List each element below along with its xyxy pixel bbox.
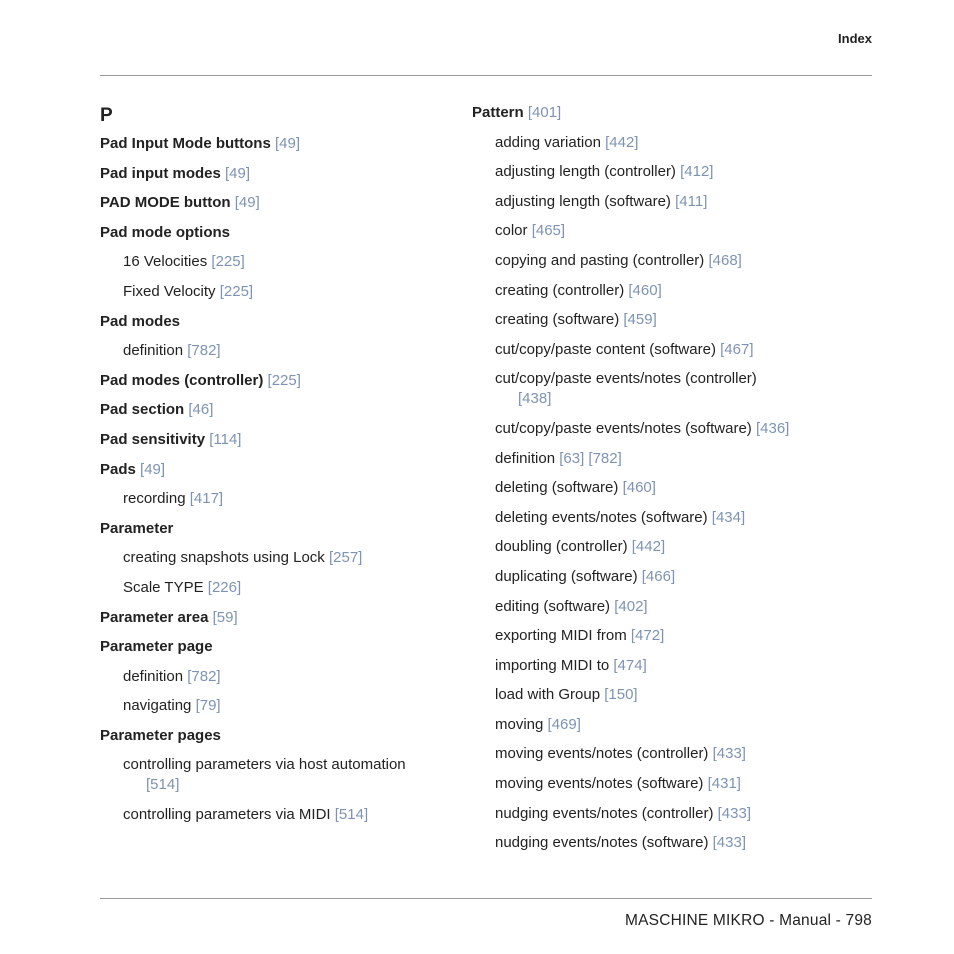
index-entry-text: Pad section — [100, 401, 185, 419]
index-entry-text: cut/copy/paste events/notes (controller) — [495, 370, 757, 388]
page-reference-link[interactable]: [434] — [711, 508, 746, 526]
index-subentry — [472, 744, 872, 764]
index-entry-text: deleting (software) — [495, 479, 619, 497]
index-entry-text: nudging events/notes (software) — [495, 834, 709, 852]
index-entry-text: 16 Velocities — [123, 253, 208, 271]
page-reference-link[interactable]: [514] — [146, 776, 180, 794]
index-entry-text: definition — [495, 449, 556, 467]
page-reference-link[interactable]: [257] — [328, 549, 363, 567]
index-entry-text: adding variation — [495, 133, 601, 151]
page-reference-link[interactable]: [433] — [712, 745, 746, 763]
index-subentry — [100, 696, 450, 716]
index-entry-text: adjusting length (software) — [495, 192, 671, 210]
page-reference-link[interactable]: [459] — [623, 311, 657, 329]
page-reference-link[interactable]: [411] — [675, 192, 708, 210]
index-entry-text: creating snapshots using Lock — [123, 549, 325, 567]
index-entry-text: Scale TYPE — [123, 578, 204, 596]
index-section-letter: P — [100, 105, 113, 126]
page-reference-link[interactable]: [433] — [712, 834, 747, 852]
page-reference-link[interactable]: [225] — [211, 253, 245, 271]
index-subentry — [472, 626, 872, 646]
page-reference-link[interactable]: [49] — [234, 194, 260, 212]
page-reference-link[interactable]: [782] — [187, 667, 221, 685]
index-entry-list-right — [472, 103, 872, 853]
index-entry — [100, 371, 450, 391]
index-entry — [100, 223, 450, 243]
index-subentry — [100, 282, 450, 302]
page-reference-link[interactable]: [433] — [717, 804, 752, 822]
page-reference-link[interactable]: [417] — [189, 490, 224, 508]
index-subentry — [472, 419, 872, 439]
page-reference-link[interactable]: [49] — [225, 164, 251, 182]
index-entry-text: Fixed Velocity — [123, 282, 216, 300]
index-entry — [100, 193, 450, 213]
index-subentry — [100, 755, 450, 795]
index-entry — [100, 164, 450, 184]
index-entry-text: moving — [495, 715, 544, 733]
index-entry-text: Pads — [100, 460, 136, 478]
index-entry-text: definition — [123, 667, 184, 685]
page-reference-link[interactable]: [226] — [207, 578, 242, 596]
index-entry-text: Parameter page — [100, 638, 213, 656]
index-subentry — [472, 656, 872, 676]
index-subentry — [472, 478, 872, 498]
index-entry-text: Pattern — [472, 104, 524, 121]
page-reference-link[interactable]: [460] — [628, 281, 662, 299]
page-reference-link[interactable]: [49] — [274, 135, 301, 152]
page-reference-link[interactable]: [436] — [755, 419, 790, 437]
page-reference-link[interactable]: [225] — [219, 282, 254, 300]
index-entry-text: adjusting length (controller) — [495, 163, 676, 181]
page-reference-link[interactable]: [442] — [605, 133, 639, 151]
index-entry-text: Pad input modes — [100, 164, 221, 182]
index-entry-text: moving events/notes (software) — [495, 775, 704, 793]
index-entry-text: Pad Input Mode buttons — [100, 135, 271, 152]
index-subentry — [472, 774, 872, 794]
page-reference-link[interactable]: [466] — [641, 567, 676, 585]
page-reference-link[interactable]: [49] — [140, 460, 166, 478]
index-subentry — [472, 221, 872, 241]
index-subentry — [100, 578, 450, 598]
index-entry — [100, 312, 450, 332]
page-reference-link[interactable]: [469] — [547, 715, 581, 733]
page-reference-link[interactable]: [474] — [613, 656, 647, 674]
index-entry-text: controlling parameters via MIDI — [123, 806, 331, 824]
index-entry-text: Parameter area — [100, 608, 209, 626]
index-subentry — [472, 133, 872, 153]
index-subentry — [472, 833, 872, 853]
index-entry — [100, 519, 450, 539]
page-reference-link[interactable]: [402] — [614, 597, 648, 615]
index-subentry — [472, 685, 872, 705]
index-entry-text: Pad mode options — [100, 223, 231, 241]
index-entry — [100, 430, 450, 450]
header-rule — [100, 75, 872, 76]
page-reference-link[interactable]: [472] — [630, 627, 665, 645]
page-reference-link[interactable]: [514] — [334, 806, 369, 824]
index-entry — [100, 134, 450, 154]
page-reference-link[interactable]: [225] — [267, 371, 301, 389]
index-subentry — [472, 449, 872, 469]
index-subentry — [100, 252, 450, 272]
index-entry-text: duplicating (software) — [495, 567, 638, 585]
index-subentry — [472, 340, 872, 360]
index-entry-text: creating (software) — [495, 311, 620, 329]
index-entry-text: Pad modes — [100, 312, 181, 330]
index-entry-text: copying and pasting (controller) — [495, 251, 705, 269]
index-entry-text: recording — [123, 490, 186, 508]
index-subentry — [472, 192, 872, 212]
index-entry — [100, 400, 450, 420]
page-reference-link[interactable]: [431] — [707, 775, 741, 793]
index-subentry — [472, 508, 872, 528]
page-header-title: Index — [838, 31, 872, 46]
page-reference-link[interactable]: [460] — [622, 479, 656, 497]
index-subentry — [100, 489, 450, 509]
index-entry-text: moving events/notes (controller) — [495, 745, 709, 763]
page-reference-link[interactable]: [114] — [209, 430, 242, 448]
index-entry-text: controlling parameters via host automation — [123, 756, 406, 774]
index-entry-text: cut/copy/paste content (software) — [495, 340, 716, 358]
page-reference-link[interactable]: [465] — [531, 222, 566, 240]
index-entry — [100, 460, 450, 480]
page-footer: MASCHINE MIKRO - Manual - 798 — [625, 912, 872, 929]
page-reference-link[interactable]: [782] — [187, 342, 221, 360]
index-entry-text: Pad modes (controller) — [100, 371, 264, 389]
page-reference-link[interactable]: [467] — [720, 340, 754, 358]
index-subentry — [472, 804, 872, 824]
index-subentry — [472, 251, 872, 271]
index-entry — [100, 608, 450, 628]
footer-rule — [100, 898, 872, 899]
page-reference-link[interactable]: [438] — [518, 390, 552, 408]
index-entry-text: Pad sensitivity — [100, 430, 206, 448]
index-subentry — [472, 715, 872, 735]
index-entry — [472, 103, 872, 123]
page-reference-link[interactable]: [150] — [604, 686, 638, 704]
index-subentry — [472, 567, 872, 587]
page-reference-link[interactable]: [46] — [188, 401, 214, 419]
page-reference-link[interactable]: [59] — [212, 608, 238, 626]
page-reference-link[interactable]: [401] — [527, 104, 562, 121]
index-subentry — [100, 548, 450, 568]
index-subentry — [472, 369, 872, 409]
index-subentry — [472, 162, 872, 182]
index-entry-text: exporting MIDI from — [495, 627, 627, 645]
page-reference-link[interactable]: [442] — [631, 538, 666, 556]
index-subentry — [100, 341, 450, 361]
index-entry-text: PAD MODE button — [100, 194, 231, 212]
index-subentry — [472, 281, 872, 301]
page-reference-link[interactable]: [412] — [680, 163, 714, 181]
index-entry-text: nudging events/notes (controller) — [495, 804, 714, 822]
index-subentry — [100, 805, 450, 825]
index-entry-text: doubling (controller) — [495, 538, 628, 556]
index-entry-text: color — [495, 222, 528, 240]
index-column-left — [100, 100, 450, 835]
index-entry-text: load with Group — [495, 686, 601, 704]
index-subentry — [100, 667, 450, 687]
index-entry-text: creating (controller) — [495, 281, 625, 299]
index-entry-text: deleting events/notes (software) — [495, 508, 708, 526]
index-entry — [100, 726, 450, 746]
index-entry-text: Parameter — [100, 519, 174, 537]
index-entry — [100, 637, 450, 657]
index-entry-text: cut/copy/paste events/notes (software) — [495, 419, 752, 437]
index-entry-text: importing MIDI to — [495, 656, 610, 674]
index-entry-text: definition — [123, 342, 184, 360]
index-entry-text: Parameter pages — [100, 726, 221, 744]
index-column-right — [472, 100, 872, 863]
index-subentry — [472, 310, 872, 330]
index-entry-text: navigating — [123, 697, 192, 715]
page-reference-link[interactable]: [468] — [708, 251, 742, 269]
index-subentry — [472, 597, 872, 617]
page-reference-link[interactable]: [63] [782] — [559, 449, 622, 467]
index-entry-text: editing (software) — [495, 597, 611, 615]
index-subentry — [472, 537, 872, 557]
index-entry-list-left — [100, 134, 450, 825]
page-reference-link[interactable]: [79] — [195, 697, 221, 715]
